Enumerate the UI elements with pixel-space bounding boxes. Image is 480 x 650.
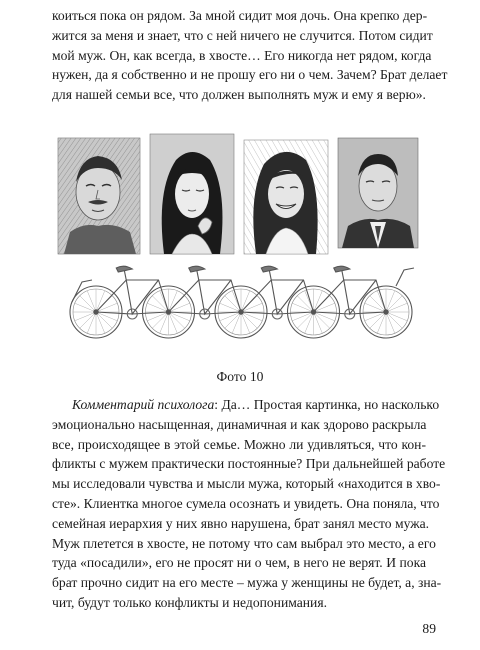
seat-post [124,270,126,280]
bicycle-seat [116,266,132,272]
text-line: мы исследовали чувства и мысли мужа, который «находится в хво- [52,476,441,492]
seat-post [197,270,199,280]
bicycle-seat [261,266,277,272]
text-line: мой муж. Он, как всегда, в хвосте… Его никогда нет рядом, когда [52,47,432,63]
text-line: эмоционально насыщенная, динамичная и как здорово раскрыла [52,416,427,432]
comment-lead: Комментарий психолога [72,397,215,412]
text-line: для нашей семьи все, что должен выполнять муж и ему я верю». [52,87,426,103]
text-line: фликты с мужем практически постоянные? При дальнейшей работе [52,456,446,472]
comment-lead-tail: : Да… Простая картинка, но насколько [214,397,440,412]
text-line [52,395,440,415]
portrait-man-mustache [58,138,140,254]
bicycle-seat [189,266,205,272]
text-line: семейная иерархия у них явно нарушена, брат занял место мужа. [52,515,430,531]
text-line: Муж плетется в хвосте, не потому что сам выбрал это место, а его [52,535,436,551]
drawing-svg [52,130,428,360]
seat-post [269,270,271,280]
drawing-family-on-tandem-bicycle [52,130,428,360]
bicycle-seat [334,266,350,272]
text-line: брат прочно сидит на его месте – мужа у женщины не будет, а, зна- [52,575,442,591]
text-line: коиться пока он рядом. За мной сидит моя дочь. Она крепко дер- [52,8,428,23]
paragraph-psychologist-comment [52,395,446,613]
portrait-smiling-woman [244,140,328,254]
text-line: сте». Клиентка многое сумела осознать и увидеть. Она поняла, что [52,495,440,511]
figure-caption: Фото 10 [216,369,264,384]
tandem-bicycle [70,266,414,338]
paragraph-client-quote [52,6,448,105]
page-number: 89 [422,621,436,636]
portrait-man-in-suit [338,138,418,248]
text-line: жится за меня и знает, что с ней ничего не случится. Потом сидит [52,27,433,43]
text-line: все, происходящее в этой семье. Можно ли удивляться, что кон- [52,436,426,452]
text-line: чит, будут только конфликты и недопонимания. [52,594,327,610]
text-line: нужен, да я собственно и не прошу его ни о чем. Зачем? Брат делает [52,67,448,83]
portrait-girl-long-hair [150,134,234,254]
seat-post [342,270,344,280]
text-line: туда «посадили», его не просят ни о чем, в него не верят. И пока [52,555,426,571]
